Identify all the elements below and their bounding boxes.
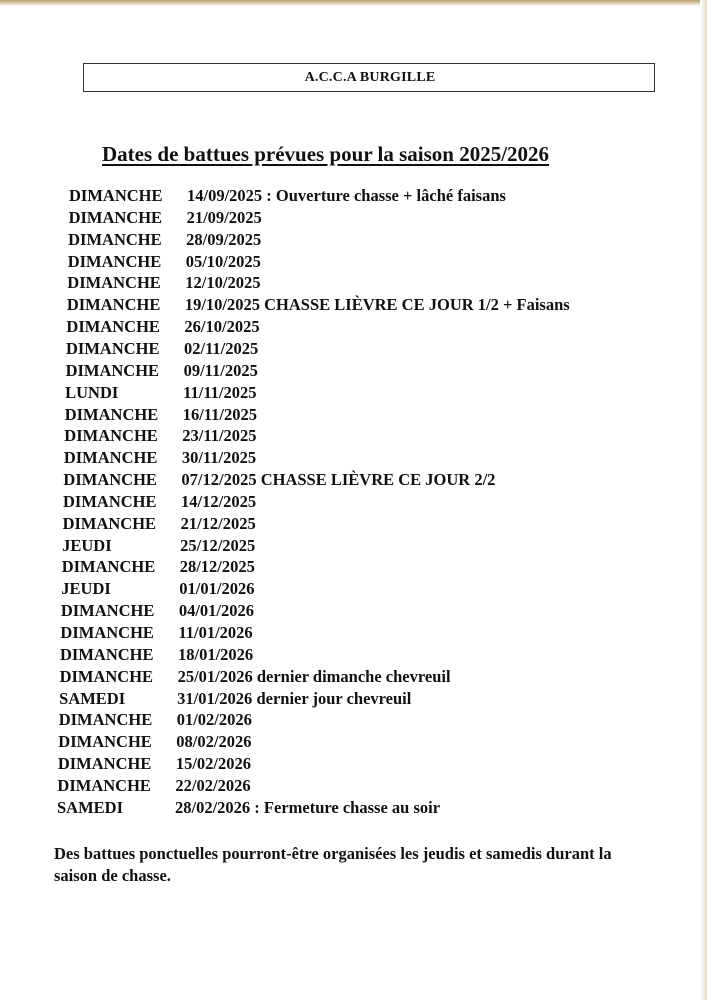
schedule-date: 04/01/2026	[178, 601, 255, 621]
schedule-note: : Ouverture chasse + lâché faisans	[262, 186, 506, 205]
schedule-date: 11/11/2025	[183, 382, 257, 402]
schedule-date: 21/09/2025	[186, 207, 262, 227]
schedule-row	[63, 469, 495, 491]
schedule-row	[67, 272, 260, 294]
schedule-day: DIMANCHE	[60, 644, 154, 664]
scan-edge-right	[700, 0, 707, 1000]
schedule-day: DIMANCHE	[59, 666, 154, 686]
schedule-row	[60, 622, 252, 644]
schedule-date: 22/02/2026	[175, 775, 251, 795]
schedule-date: 05/10/2025	[185, 251, 261, 271]
schedule-day: DIMANCHE	[63, 470, 157, 490]
schedule-row	[61, 578, 254, 600]
schedule-day: DIMANCHE	[67, 251, 162, 271]
schedule-row	[66, 316, 259, 338]
schedule-date: 30/11/2025	[181, 448, 257, 468]
schedule-date: 28/12/2025	[179, 557, 255, 577]
schedule-day: DIMANCHE	[67, 273, 161, 293]
schedule-date: 25/01/2026	[177, 666, 253, 686]
schedule-day: DIMANCHE	[66, 317, 160, 337]
schedule-date: 02/11/2025	[184, 338, 259, 358]
schedule-day: DIMANCHE	[66, 338, 160, 358]
schedule-note: CHASSE LIÈVRE CE JOUR 2/2	[256, 470, 496, 490]
schedule-row	[58, 753, 251, 775]
schedule-row	[68, 229, 261, 251]
schedule-note: dernier dimanche chevreuil	[252, 666, 451, 686]
association-name: A.C.C.A BURGILLE	[304, 69, 436, 85]
schedule-day: DIMANCHE	[57, 775, 151, 795]
schedule-day: DIMANCHE	[68, 207, 163, 227]
schedule-row	[63, 491, 256, 513]
schedule-day: LUNDI	[65, 382, 119, 402]
schedule-date: 31/01/2026	[177, 688, 253, 708]
schedule-row	[69, 185, 506, 207]
schedule-row	[58, 731, 251, 753]
schedule-row	[61, 600, 254, 622]
schedule-day: DIMANCHE	[64, 404, 159, 424]
schedule-day: DIMANCHE	[63, 448, 158, 468]
schedule-date: 11/01/2026	[178, 623, 253, 642]
schedule-row	[66, 360, 258, 382]
association-header-box	[83, 63, 655, 92]
schedule-day: DIMANCHE	[61, 557, 156, 577]
schedule-row	[67, 294, 570, 316]
schedule-row	[60, 644, 253, 666]
schedule-date: 12/10/2025	[185, 273, 261, 293]
scan-edge-top	[0, 0, 707, 6]
schedule-day: DIMANCHE	[66, 295, 161, 315]
schedule-day: DIMANCHE	[65, 360, 160, 380]
schedule-note: : Fermeture chasse au soir	[250, 797, 441, 817]
schedule-day: DIMANCHE	[58, 732, 152, 752]
schedule-date: 21/12/2025	[180, 513, 256, 533]
schedule-row	[65, 382, 256, 404]
schedule-row	[66, 338, 258, 360]
schedule-day: SAMEDI	[57, 797, 124, 817]
schedule-row	[60, 666, 451, 688]
schedule-date: 15/02/2026	[175, 754, 252, 774]
schedule-date: 09/11/2025	[183, 360, 258, 380]
schedule-date: 16/11/2025	[182, 404, 257, 424]
schedule-row	[57, 775, 250, 797]
schedule-row	[57, 797, 440, 819]
schedule-date: 14/12/2025	[181, 491, 257, 511]
schedule-row	[62, 556, 255, 578]
schedule-row	[68, 251, 261, 273]
schedule-row	[65, 404, 257, 426]
schedule-day: DIMANCHE	[60, 601, 155, 621]
schedule-date: 18/01/2026	[178, 644, 254, 664]
page-title: Dates de battues prévues pour la saison 2025/2026	[102, 142, 550, 166]
schedule-day: DIMANCHE	[68, 229, 162, 249]
schedule-day: DIMANCHE	[63, 491, 157, 511]
schedule-day: JEUDI	[62, 535, 112, 555]
schedule-day: DIMANCHE	[62, 513, 157, 533]
schedule-row	[64, 447, 256, 469]
schedule-date: 28/02/2026	[175, 797, 251, 817]
schedule-date: 28/09/2025	[186, 229, 262, 249]
schedule-date: 26/10/2025	[184, 317, 260, 337]
schedule-row	[64, 425, 256, 447]
schedule-row	[63, 513, 256, 535]
schedule-row	[59, 709, 252, 731]
schedule-day: DIMANCHE	[60, 623, 154, 642]
schedule-day: DIMANCHE	[57, 754, 152, 774]
schedule-date: 08/02/2026	[176, 732, 252, 752]
schedule-date: 19/10/2025	[184, 295, 261, 315]
schedule-row	[62, 535, 255, 557]
schedule-note: dernier jour chevreuil	[252, 688, 412, 708]
schedule-date: 25/12/2025	[180, 535, 256, 555]
schedule-day: JEUDI	[61, 579, 111, 599]
schedule-row	[69, 207, 262, 229]
schedule-date: 23/11/2025	[182, 426, 257, 446]
schedule-date: 07/12/2025	[181, 470, 257, 490]
schedule-day: DIMANCHE	[58, 710, 153, 730]
schedule-date: 01/02/2026	[176, 710, 252, 730]
schedule-note: CHASSE LIÈVRE CE JOUR 1/2 + Faisans	[260, 295, 570, 315]
footer-note: Des battues ponctuelles pourront-être organisées les jeudis et samedis durant la saison de chasse.	[54, 844, 612, 885]
schedule-day: DIMANCHE	[64, 426, 158, 446]
schedule-day: DIMANCHE	[69, 186, 163, 205]
schedule-row	[59, 688, 411, 710]
schedule-day: SAMEDI	[59, 688, 126, 708]
schedule-date: 14/09/2025	[187, 186, 263, 205]
schedule-date: 01/01/2026	[179, 579, 255, 599]
